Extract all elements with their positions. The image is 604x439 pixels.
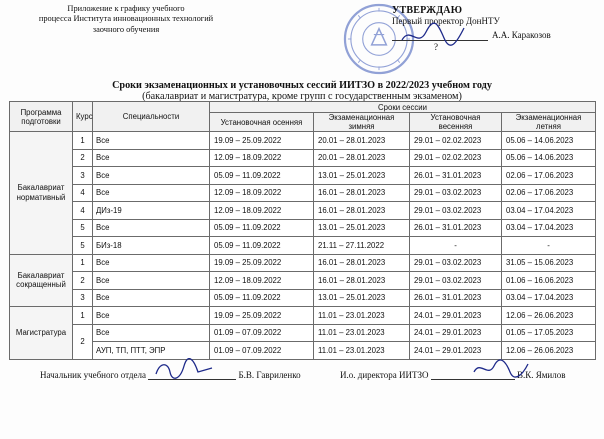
autumn-intro-cell: 01.09 – 07.09.2022 xyxy=(210,342,314,360)
approval-name: А.А. Каракозов xyxy=(492,30,551,40)
course-cell: 1 xyxy=(73,254,93,272)
specialty-cell: Все xyxy=(93,324,210,342)
header-autumn-intro: Установочная осенняя xyxy=(210,113,314,132)
header-spring-intro: Установочная весенняя xyxy=(410,113,502,132)
table-row xyxy=(10,184,596,202)
autumn-intro-cell: 19.09 – 25.09.2022 xyxy=(210,132,314,150)
summer-exam-cell: 03.04 – 17.04.2023 xyxy=(502,289,596,307)
table-row xyxy=(10,149,596,167)
course-cell: 2 xyxy=(73,324,93,359)
winter-exam-cell: 16.01 – 28.01.2023 xyxy=(314,202,410,220)
table-row xyxy=(10,342,596,360)
course-cell: 4 xyxy=(73,184,93,202)
specialty-cell: ДИз-19 xyxy=(93,202,210,220)
table-row xyxy=(10,202,596,220)
course-cell: 3 xyxy=(73,289,93,307)
specialty-cell: БИз-18 xyxy=(93,237,210,255)
course-cell: 4 xyxy=(73,202,93,220)
winter-exam-cell: 21.11 – 27.11.2022 xyxy=(314,237,410,255)
appendix-note xyxy=(8,4,244,35)
session-schedule-table xyxy=(9,101,596,360)
spring-intro-cell: 24.01 – 29.01.2023 xyxy=(410,324,502,342)
autumn-intro-cell: 05.09 – 11.09.2022 xyxy=(210,219,314,237)
spring-intro-cell: 26.01 – 31.01.2023 xyxy=(410,219,502,237)
summer-exam-cell: 05.06 – 14.06.2023 xyxy=(502,149,596,167)
winter-exam-cell: 11.01 – 23.01.2023 xyxy=(314,307,410,325)
summer-exam-cell: 01.06 – 16.06.2023 xyxy=(502,272,596,290)
specialty-cell: Все xyxy=(93,254,210,272)
spring-intro-cell: - xyxy=(410,237,502,255)
winter-exam-cell: 11.01 – 23.01.2023 xyxy=(314,324,410,342)
table-body xyxy=(10,132,596,360)
table-row xyxy=(10,219,596,237)
specialty-cell: Все xyxy=(93,149,210,167)
course-cell: 5 xyxy=(73,237,93,255)
footer-left-name: Б.В. Гавриленко xyxy=(238,370,301,380)
summer-exam-cell: - xyxy=(502,237,596,255)
header-specialty: Специальности xyxy=(93,102,210,132)
specialty-cell: Все xyxy=(93,307,210,325)
dept-head-signature-icon xyxy=(150,358,218,382)
course-cell: 5 xyxy=(73,219,93,237)
spring-intro-cell: 29.01 – 03.02.2023 xyxy=(410,254,502,272)
autumn-intro-cell: 19.09 – 25.09.2022 xyxy=(210,254,314,272)
header-program: Программа подготовки xyxy=(10,102,73,132)
winter-exam-cell: 11.01 – 23.01.2023 xyxy=(314,342,410,360)
autumn-intro-cell: 12.09 – 18.09.2022 xyxy=(210,149,314,167)
table-row xyxy=(10,167,596,185)
course-cell: 1 xyxy=(73,132,93,150)
spring-intro-cell: 29.01 – 03.02.2023 xyxy=(410,202,502,220)
winter-exam-cell: 13.01 – 25.01.2023 xyxy=(314,289,410,307)
course-cell: 2 xyxy=(73,149,93,167)
autumn-intro-cell: 19.09 – 25.09.2022 xyxy=(210,307,314,325)
spring-intro-cell: 24.01 – 29.01.2023 xyxy=(410,342,502,360)
director-signature-icon xyxy=(470,358,532,380)
footer-left-label: Начальник учебного отдела xyxy=(40,370,146,380)
autumn-intro-cell: 01.09 – 07.09.2022 xyxy=(210,324,314,342)
footer-right-name: В.К. Ямилов xyxy=(516,370,566,380)
approval-heading: УТВЕРЖДАЮ xyxy=(392,5,463,16)
group-program-label: Бакалавриат сокращенный xyxy=(10,254,73,307)
table-row xyxy=(10,132,596,150)
group-program-label: Бакалавриат нормативный xyxy=(10,132,73,255)
spring-intro-cell: 24.01 – 29.01.2023 xyxy=(410,307,502,325)
table-row xyxy=(10,289,596,307)
course-cell: 3 xyxy=(73,167,93,185)
spring-intro-cell: 29.01 – 03.02.2023 xyxy=(410,184,502,202)
winter-exam-cell: 20.01 – 28.01.2023 xyxy=(314,149,410,167)
winter-exam-cell: 16.01 – 28.01.2023 xyxy=(314,184,410,202)
specialty-cell: Все xyxy=(93,289,210,307)
autumn-intro-cell: 12.09 – 18.09.2022 xyxy=(210,272,314,290)
summer-exam-cell: 31.05 – 15.06.2023 xyxy=(502,254,596,272)
autumn-intro-cell: 05.09 – 11.09.2022 xyxy=(210,289,314,307)
summer-exam-cell: 02.06 – 17.06.2023 xyxy=(502,167,596,185)
appendix-line-3: заочного обучения xyxy=(92,24,160,34)
autumn-intro-cell: 12.09 – 18.09.2022 xyxy=(210,184,314,202)
spring-intro-cell: 29.01 – 02.02.2023 xyxy=(410,149,502,167)
table-row xyxy=(10,307,596,325)
summer-exam-cell: 02.06 – 17.06.2023 xyxy=(502,184,596,202)
group-program-label: Магистратура xyxy=(10,307,73,360)
specialty-cell: Все xyxy=(93,184,210,202)
spring-intro-cell: 29.01 – 03.02.2023 xyxy=(410,272,502,290)
specialty-cell: Все xyxy=(93,167,210,185)
title-main: Сроки экзаменационных и установочных сессий ИИТЗО в 2022/2023 учебном году xyxy=(112,80,492,91)
spring-intro-cell: 26.01 – 31.01.2023 xyxy=(410,167,502,185)
header-winter-exam: Экзаменационная зимняя xyxy=(314,113,410,132)
specialty-cell: Все xyxy=(93,219,210,237)
table-row xyxy=(10,237,596,255)
summer-exam-cell: 12.06 – 26.06.2023 xyxy=(502,342,596,360)
title-sub: (бакалавриат и магистратура, кроме групп с государственным экзаменом) xyxy=(142,91,462,102)
header-sessions: Сроки сессии xyxy=(210,102,596,113)
specialty-cell: Все xyxy=(93,272,210,290)
winter-exam-cell: 16.01 – 28.01.2023 xyxy=(314,272,410,290)
autumn-intro-cell: 05.09 – 11.09.2022 xyxy=(210,237,314,255)
rector-signature-icon xyxy=(398,22,468,48)
autumn-intro-cell: 05.09 – 11.09.2022 xyxy=(210,167,314,185)
spring-intro-cell: 29.01 – 02.02.2023 xyxy=(410,132,502,150)
table-row xyxy=(10,254,596,272)
course-cell: 1 xyxy=(73,307,93,325)
summer-exam-cell: 01.05 – 17.05.2023 xyxy=(502,324,596,342)
winter-exam-cell: 16.01 – 28.01.2023 xyxy=(314,254,410,272)
document-title xyxy=(0,80,604,102)
summer-exam-cell: 05.06 – 14.06.2023 xyxy=(502,132,596,150)
specialty-cell: Все xyxy=(93,132,210,150)
approval-year-mark: ? xyxy=(434,42,438,52)
specialty-cell: АУП, ТП, ПТТ, ЭПР xyxy=(93,342,210,360)
approval-position: Первый проректор ДонНТУ xyxy=(392,16,500,26)
winter-exam-cell: 13.01 – 25.01.2023 xyxy=(314,219,410,237)
course-cell: 2 xyxy=(73,272,93,290)
table-row xyxy=(10,324,596,342)
appendix-line-1: Приложение к графику учебного xyxy=(67,4,185,13)
summer-exam-cell: 03.04 – 17.04.2023 xyxy=(502,202,596,220)
summer-exam-cell: 03.04 – 17.04.2023 xyxy=(502,219,596,237)
header-course: Курс xyxy=(73,102,93,132)
winter-exam-cell: 20.01 – 28.01.2023 xyxy=(314,132,410,150)
summer-exam-cell: 12.06 – 26.06.2023 xyxy=(502,307,596,325)
winter-exam-cell: 13.01 – 25.01.2023 xyxy=(314,167,410,185)
appendix-line-2: процесса Института инновационных технологий xyxy=(38,14,214,24)
autumn-intro-cell: 12.09 – 18.09.2022 xyxy=(210,202,314,220)
spring-intro-cell: 26.01 – 31.01.2023 xyxy=(410,289,502,307)
table-row xyxy=(10,272,596,290)
footer-right-label: И.о. директора ИИТЗО xyxy=(340,370,429,380)
header-summer-exam: Экзаменационная летняя xyxy=(502,113,596,132)
